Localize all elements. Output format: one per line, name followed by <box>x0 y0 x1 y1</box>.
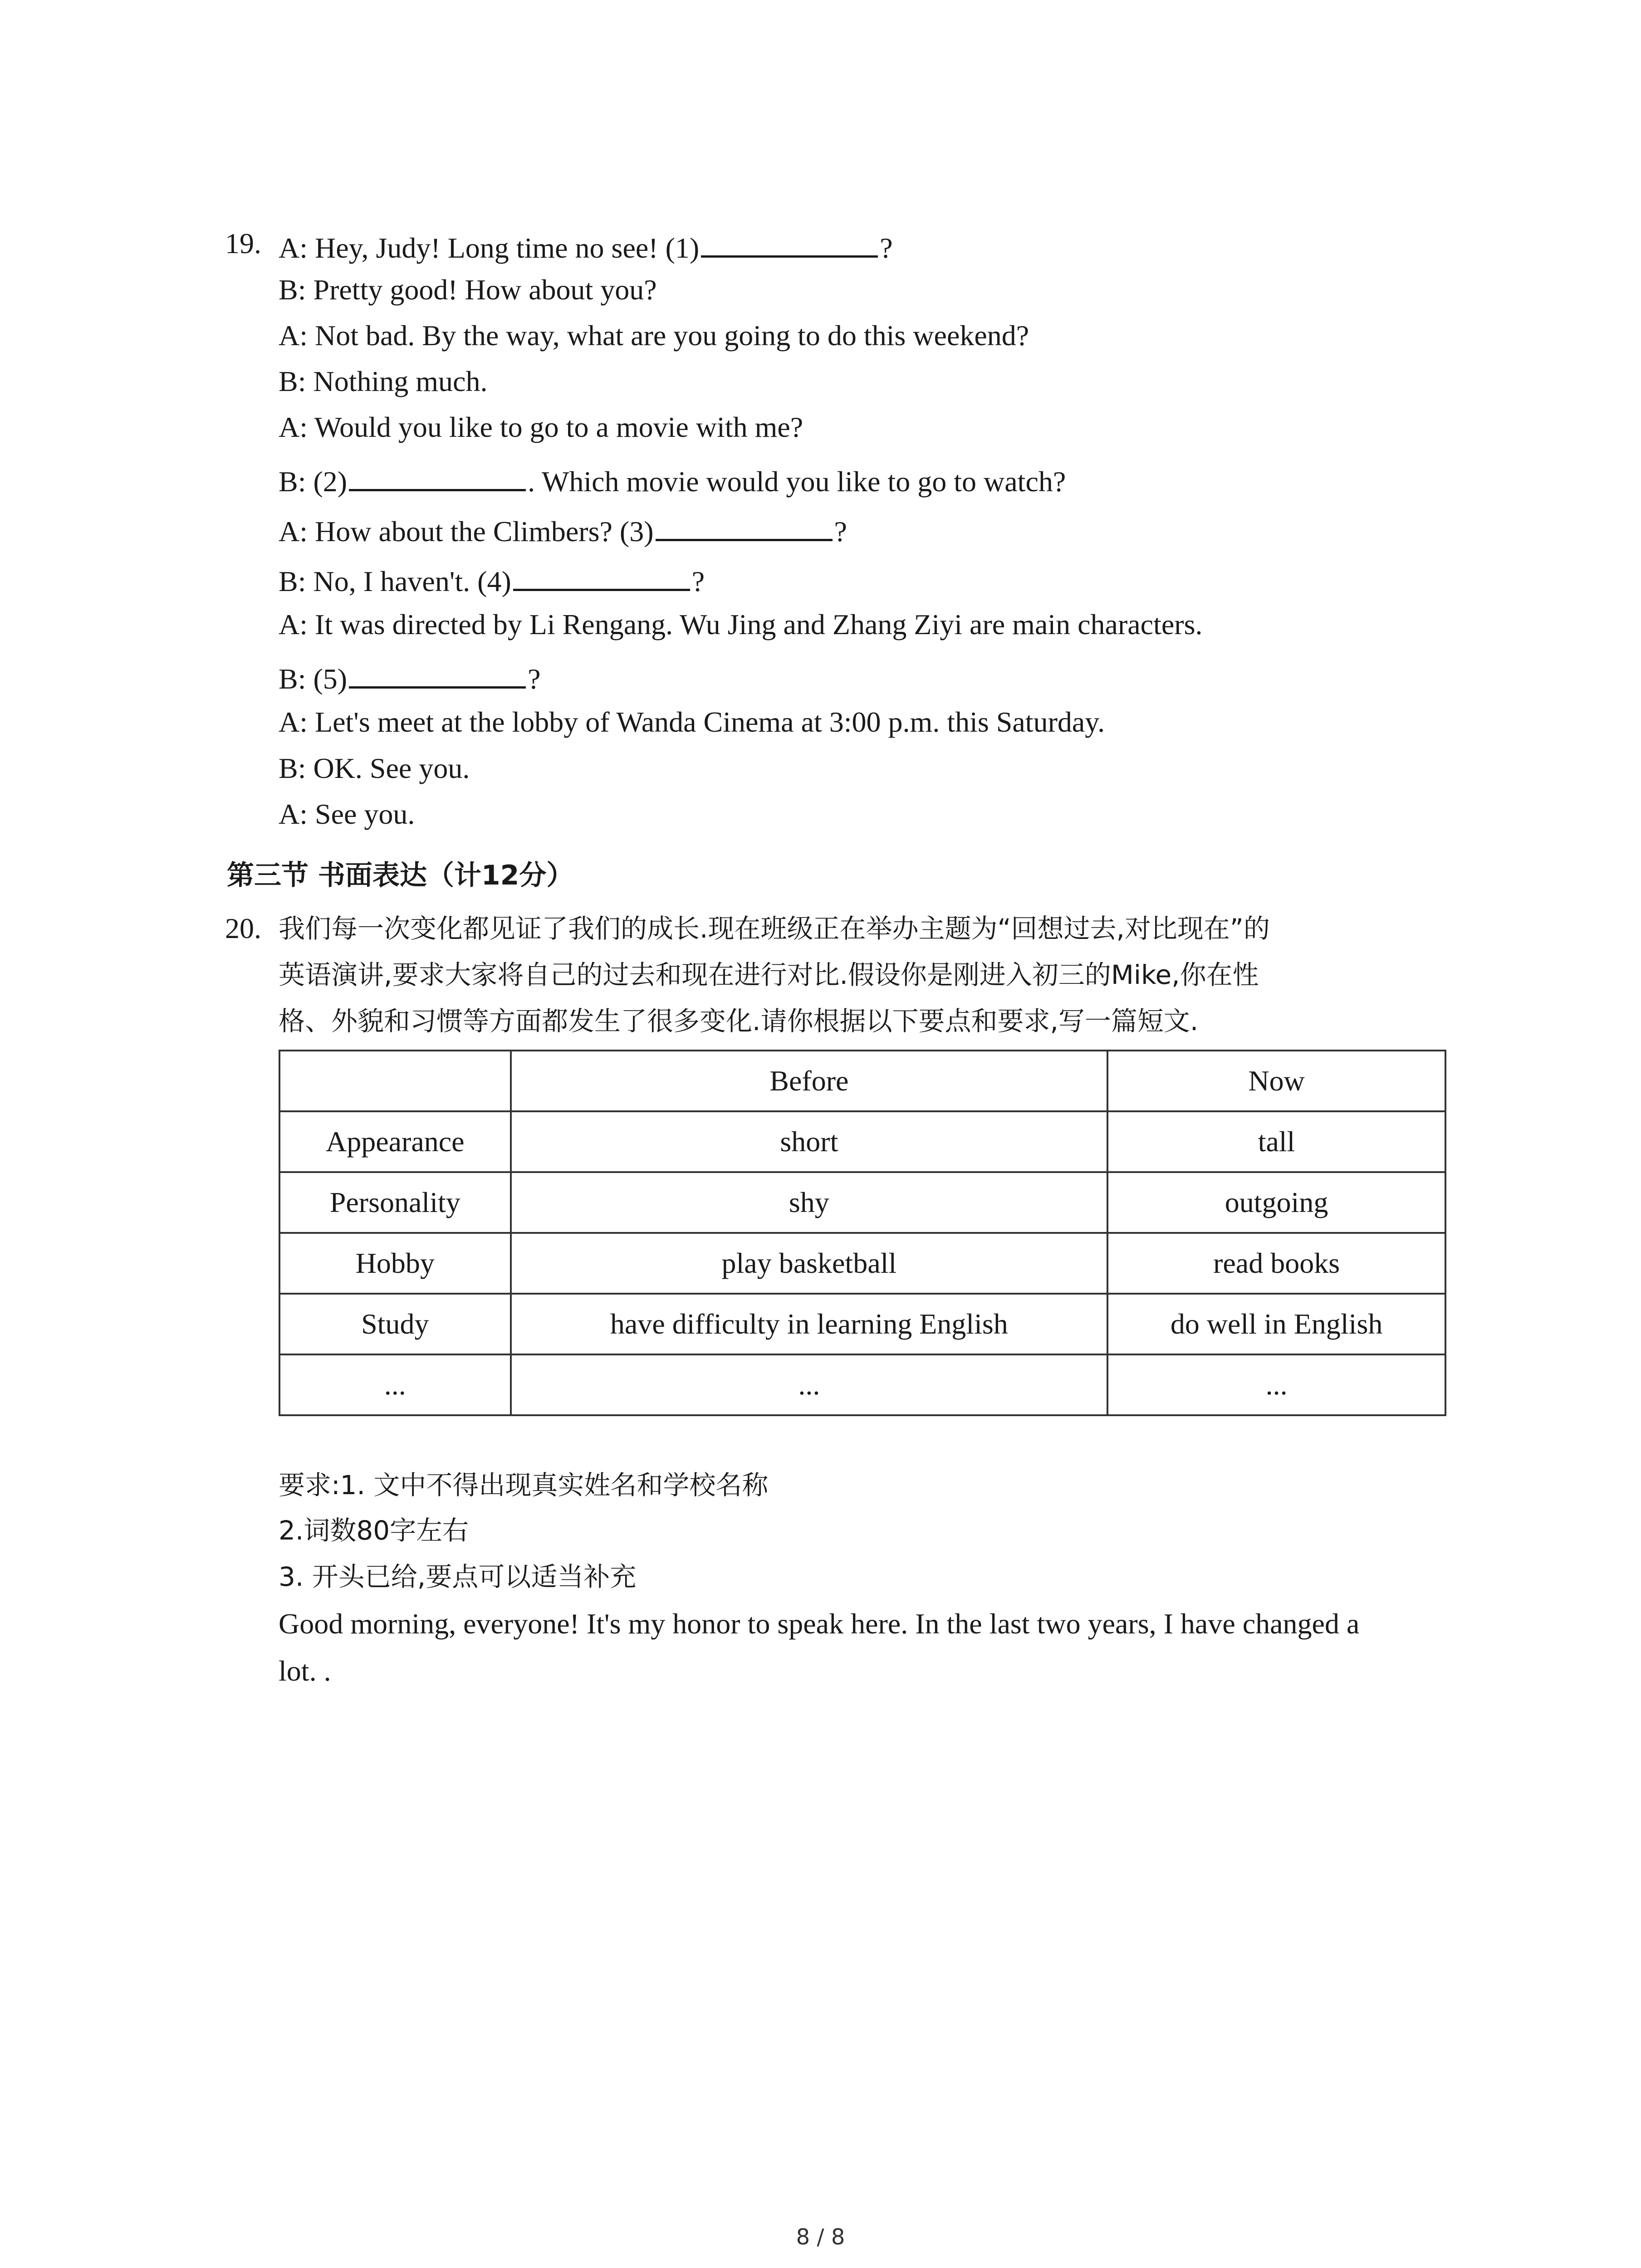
requirement-line-2: 2.词数80字左右 <box>279 1515 469 1546</box>
dialogue-line-3: A: Not bad. By the way, what are you going to do this weekend? <box>279 319 1029 352</box>
opening-line-2: lot. . <box>279 1655 331 1687</box>
table-cell: Personality <box>279 1172 511 1233</box>
dialogue-line-9: A: It was directed by Li Rengang. Wu Jing and Zhang Ziyi are main characters. <box>279 608 1203 640</box>
table-row <box>279 1233 1445 1294</box>
table-header-cell: Before <box>511 1051 1108 1111</box>
table-cell: ... <box>279 1354 511 1415</box>
table-cell: play basketball <box>511 1233 1108 1294</box>
table-cell: tall <box>1107 1111 1445 1172</box>
table-row <box>279 1172 1445 1233</box>
opening-line-1: Good morning, everyone! It's my honor to speak here. In the last two years, I have changed a <box>279 1608 1360 1640</box>
table-cell: ... <box>1107 1354 1445 1415</box>
table-cell: short <box>511 1111 1108 1172</box>
answer-blank-2[interactable] <box>349 463 526 491</box>
dialogue-line-13: A: See you. <box>279 798 415 830</box>
dialogue-line-6: B: (2) . Which movie would you like to go to watch? <box>279 463 1066 496</box>
answer-blank-4[interactable] <box>513 562 690 591</box>
table-cell: ... <box>511 1354 1108 1415</box>
table-cell: Appearance <box>279 1111 511 1172</box>
prompt-line-1: 我们每一次变化都见证了我们的成长.现在班级正在举办主题为“回想过去,对比现在”的 <box>279 913 1270 944</box>
requirement-line-3: 3. 开头已给,要点可以适当补充 <box>279 1561 637 1592</box>
table-cell: have difficulty in learning English <box>511 1294 1108 1354</box>
page-number: 8 / 8 <box>796 2224 845 2250</box>
table-header-cell <box>279 1051 511 1111</box>
prompt-line-2: 英语演讲,要求大家将自己的过去和现在进行对比.假设你是刚进入初三的Mike,你在性 <box>279 959 1259 990</box>
table-cell: Hobby <box>279 1233 511 1294</box>
dialogue-line-12: B: OK. See you. <box>279 752 470 784</box>
dialogue-line-4: B: Nothing much. <box>279 365 488 397</box>
section-title: 第三节 书面表达（计12分） <box>227 860 574 891</box>
question-20-number: 20. <box>225 912 261 944</box>
table-cell: shy <box>511 1172 1108 1233</box>
dialogue-line-7: A: How about the Climbers? (3) ? <box>279 513 847 546</box>
dialogue-line-5: A: Would you like to go to a movie with me? <box>279 411 803 443</box>
table-header-row <box>279 1051 1445 1111</box>
table-row <box>279 1111 1445 1172</box>
comparison-table <box>279 1050 1446 1416</box>
table-row <box>279 1354 1445 1415</box>
dialogue-line-2: B: Pretty good! How about you? <box>279 274 657 306</box>
table-row <box>279 1294 1445 1354</box>
answer-blank-3[interactable] <box>656 513 833 541</box>
answer-blank-5[interactable] <box>349 660 526 689</box>
table-cell: do well in English <box>1107 1294 1445 1354</box>
prompt-line-3: 格、外貌和习惯等方面都发生了很多变化.请你根据以下要点和要求,写一篇短文. <box>279 1006 1199 1036</box>
dialogue-line-10: B: (5) ? <box>279 660 541 694</box>
answer-blank-1[interactable] <box>701 229 878 258</box>
table-cell: read books <box>1107 1233 1445 1294</box>
table-header-cell: Now <box>1107 1051 1445 1111</box>
dialogue-line-8: B: No, I haven't. (4) ? <box>279 562 705 596</box>
requirement-line-1: 要求:1. 文中不得出现真实姓名和学校名称 <box>279 1470 769 1501</box>
dialogue-line-11: A: Let's meet at the lobby of Wanda Cinema at 3:00 p.m. this Saturday. <box>279 706 1105 738</box>
table-cell: Study <box>279 1294 511 1354</box>
question-19-number: 19. <box>225 227 261 259</box>
table-cell: outgoing <box>1107 1172 1445 1233</box>
dialogue-line-1: A: Hey, Judy! Long time no see! (1) ? <box>279 229 893 263</box>
